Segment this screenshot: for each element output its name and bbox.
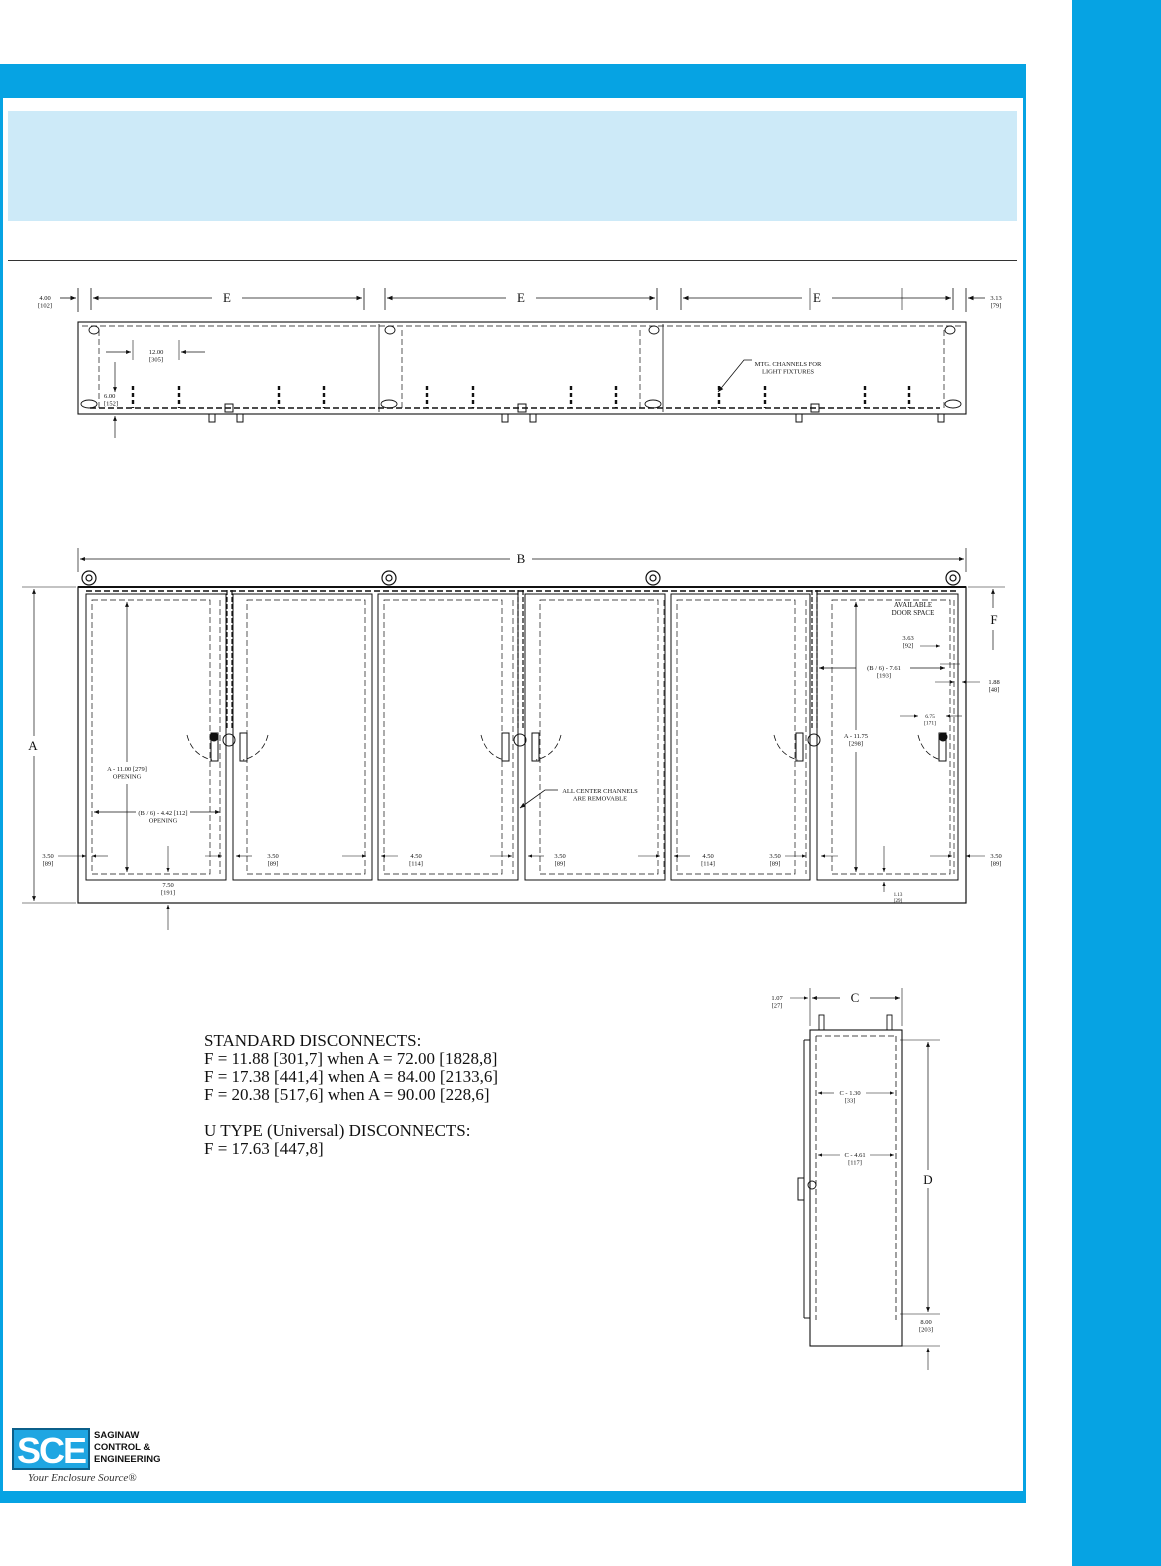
dim-d: D xyxy=(923,1172,933,1187)
dim-inner-3: 3.50 [89] xyxy=(554,853,566,868)
side-tab xyxy=(1072,0,1161,1566)
dim-width-6: (B / 6) - 7.61 [193] xyxy=(867,665,901,680)
dim-c: C xyxy=(850,990,860,1005)
channel-stubs xyxy=(133,386,909,408)
standard-line-2: F = 17.38 [441,4] when A = 84.00 [2133,6] xyxy=(204,1067,498,1086)
dim-1-07: 1.07 [27] xyxy=(771,995,783,1010)
side-view-labels xyxy=(771,990,933,1333)
dim-right-offset: 3.13 [79] xyxy=(990,295,1002,310)
dim-1-13: 1.13 [29] xyxy=(893,893,903,904)
dim-bottom-right: 3.50 [89] xyxy=(990,853,1002,868)
dim-bottom-left: 3.50 [89] xyxy=(42,853,54,868)
dim-inner-4: 4.50 [114] xyxy=(701,853,715,868)
door-handles xyxy=(210,733,947,761)
side-view xyxy=(790,288,940,1370)
dim-8-00: 8.00 [203] xyxy=(918,1319,934,1334)
dim-e-3: E xyxy=(813,290,821,305)
standard-line-3: F = 20.38 [517,6] when A = 90.00 [228,6] xyxy=(204,1085,490,1104)
center-channels xyxy=(227,590,817,730)
dim-left-offset: 4.00 [102] xyxy=(37,295,53,310)
logo-mark: SCE xyxy=(12,1428,90,1470)
oval-holes xyxy=(81,326,961,408)
logo-name-line-3: ENGINEERING xyxy=(94,1454,161,1465)
dim-height: 6.00 [152] xyxy=(104,393,119,408)
dim-e-2: E xyxy=(517,290,525,305)
u-type-line-1: F = 17.63 [447,8] xyxy=(204,1139,324,1158)
dim-e-1: E xyxy=(223,290,231,305)
logo-name-line-1: SAGINAW xyxy=(94,1430,140,1441)
u-type-title: U TYPE (Universal) DISCONNECTS: xyxy=(204,1121,471,1140)
standard-title: STANDARD DISCONNECTS: xyxy=(204,1031,422,1050)
dim-inner-5: 3.50 [89] xyxy=(769,853,781,868)
dim-a: A xyxy=(28,738,38,753)
logo-tagline: Your Enclosure Source® xyxy=(28,1472,137,1484)
dim-spacing: 12.00 [305] xyxy=(148,349,164,364)
disconnect-notes xyxy=(204,1032,498,1158)
company-logo xyxy=(10,1428,170,1486)
dim-7-50: 7.50 [191] xyxy=(160,882,176,897)
dim-f: F xyxy=(990,612,998,627)
dim-inner-1: 3.50 [89] xyxy=(267,853,279,868)
dim-inner-2: 4.50 [114] xyxy=(409,853,423,868)
standard-line-1: F = 11.88 [301,7] when A = 72.00 [1828,8] xyxy=(204,1049,498,1068)
label-door-space: AVAILABLE DOOR SPACE xyxy=(891,601,935,618)
dim-opening-height: A - 11.00 [279] OPENING xyxy=(107,766,147,781)
logo-name-line-2: CONTROL & xyxy=(94,1442,151,1453)
dim-c-461: C - 4.61 [117] xyxy=(844,1152,866,1167)
dim-door-top: 3.63 [92] xyxy=(902,635,914,650)
note-channels: MTG. CHANNELS FOR LIGHT FIXTURES xyxy=(754,361,822,376)
dim-a-1175: A - 11.75 [298] xyxy=(843,733,869,748)
dim-opening-width: (B / 6) - 4.42 [112] OPENING xyxy=(138,810,188,825)
dim-small: 6.75 [171] xyxy=(924,714,936,727)
dim-edge: 1.88 [48] xyxy=(988,679,1000,694)
top-view-labels xyxy=(38,290,1002,407)
logo-name xyxy=(94,1430,168,1466)
top-view xyxy=(60,288,985,438)
swing-arcs xyxy=(187,735,941,760)
lifting-eyes xyxy=(82,571,960,585)
dim-c-130: C - 1.30 [33] xyxy=(839,1090,861,1105)
note-center-channels: ALL CENTER CHANNELS ARE REMOVABLE xyxy=(562,788,638,803)
dim-b: B xyxy=(516,551,526,566)
bottom-hinges xyxy=(209,404,944,422)
